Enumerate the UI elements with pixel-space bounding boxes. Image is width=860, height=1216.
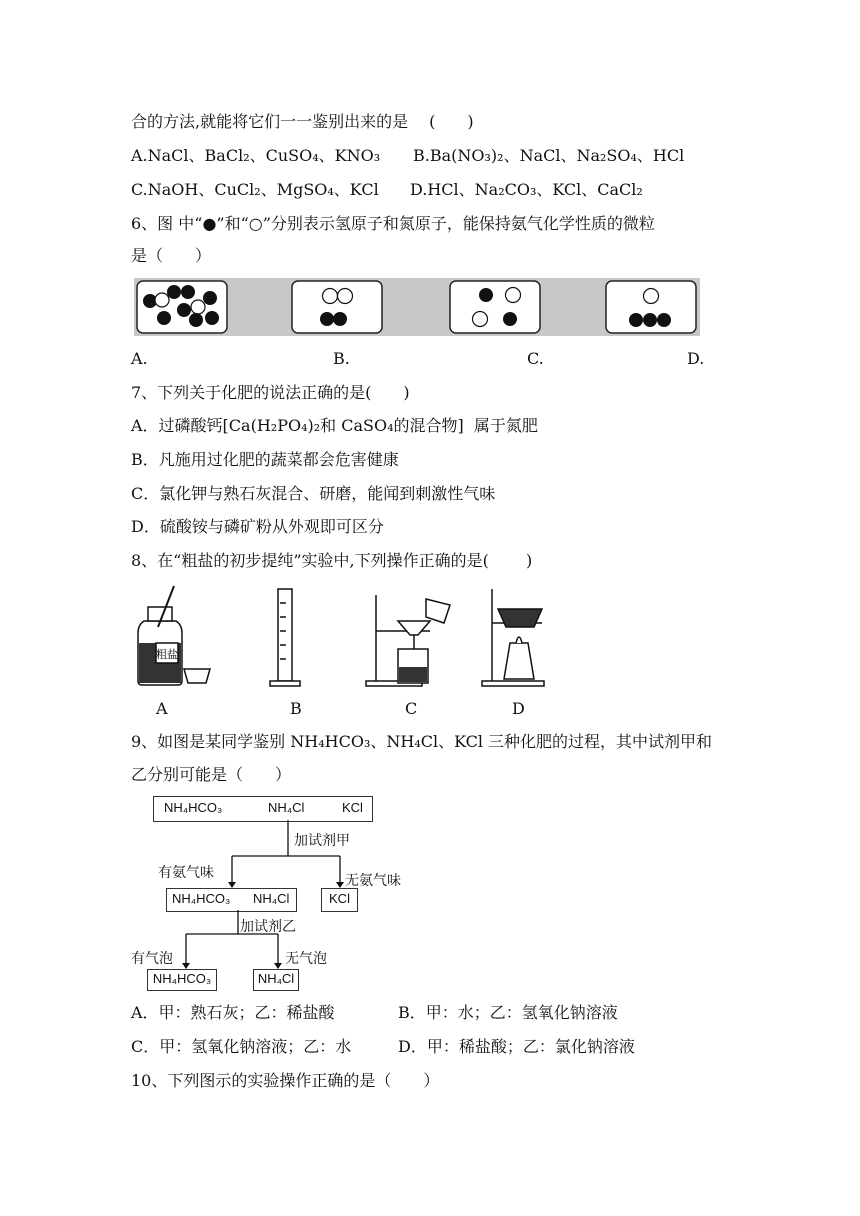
q5-tail: 合的方法,就能将它们一一鉴别出来的是 ( ) (131, 112, 474, 131)
evaporating-dish-icon (184, 669, 210, 683)
flow-bottom-box-2: NH₄Cl (253, 969, 299, 991)
flow-left-label-1: 有氨气味 (158, 865, 214, 881)
evaporation-apparatus-icon (482, 589, 544, 686)
q6-label-c: C. (527, 349, 544, 368)
q6-stem-line2: 是（ ） (131, 246, 212, 265)
flow-left-label-2: 有气泡 (131, 951, 173, 967)
jar-label: 粗盐 (156, 648, 178, 661)
q5-option-b: B.Ba(NO₃)₂、NaCl、Na₂SO₄、HCl (413, 146, 685, 165)
molecule-box-c (450, 281, 540, 333)
flow-mid-item-1: NH₄HCO₃ (172, 891, 231, 906)
q6-molecule-figure (134, 278, 700, 336)
q7-option-c: C．氯化钾与熟石灰混合、研磨，能闻到刺激性气味 (131, 484, 496, 503)
q9-option-b: B．甲：水；乙：氢氧化钠溶液 (398, 1003, 618, 1022)
flow-top-item-2: NH₄Cl (268, 800, 305, 815)
flow-top-item-3: KCl (342, 800, 363, 815)
flow-reagent-1: 加试剂甲 (294, 833, 350, 849)
flow-mid-item-2: NH₄Cl (253, 891, 290, 906)
q6-stem-line1: 6、图 中“●”和“○”分别表示氢原子和氮原子，能保持氨气化学性质的微粒 (131, 214, 655, 233)
q5-option-d: D.HCl、Na₂CO₃、KCl、CaCl₂ (410, 180, 643, 199)
molecule-box-b (292, 281, 382, 333)
molecule-box-d (606, 281, 696, 333)
q8-label-d: D (512, 699, 525, 718)
q5-option-c: C.NaOH、CuCl₂、MgSO₄、KCl (131, 180, 379, 199)
q5-option-a: A.NaCl、BaCl₂、CuSO₄、KNO₃ (131, 146, 381, 165)
q7-option-d: D．硫酸铵与磷矿粉从外观即可区分 (131, 517, 384, 536)
q7-option-a: A．过磷酸钙[Ca(H₂PO₄)₂和 CaSO₄的混合物] 属于氮肥 (131, 416, 538, 435)
graduated-cylinder-icon (270, 589, 300, 686)
flow-kcl-box: KCl (321, 888, 358, 912)
q8-label-c: C (405, 699, 418, 718)
q9-option-a: A．甲：熟石灰；乙：稀盐酸 (131, 1003, 335, 1022)
molecule-box-a (137, 281, 227, 333)
q9-option-d: D．甲：稀盐酸；乙：氯化钠溶液 (398, 1037, 635, 1056)
flow-right-label-2: 无气泡 (285, 951, 327, 967)
q9-stem-line2: 乙分别可能是（ ） (131, 765, 292, 784)
q9-stem-line1: 9、如图是某同学鉴别 NH₄HCO₃、NH₄Cl、KCl 三种化肥的过程，其中试剂甲和 (131, 732, 713, 751)
q6-label-d: D. (687, 349, 705, 368)
flow-connectors (140, 820, 380, 970)
q7-option-b: B．凡施用过化肥的蔬菜都会危害健康 (131, 450, 399, 469)
flow-right-label-1: 无氨气味 (345, 873, 401, 889)
q9-option-c: C．甲：氢氧化钠溶液；乙：水 (131, 1037, 352, 1056)
q6-label-a: A. (131, 349, 148, 368)
q8-apparatus-figure (130, 583, 550, 689)
q7-stem: 7、下列关于化肥的说法正确的是( ) (131, 383, 410, 402)
flow-top-item-1: NH₄HCO₃ (164, 800, 223, 815)
flow-reagent-2: 加试剂乙 (240, 919, 296, 935)
flow-bottom-box-1: NH₄HCO₃ (147, 969, 217, 991)
salt-jar-icon (138, 586, 182, 685)
flow-top-box (153, 796, 373, 822)
filtration-apparatus-icon (366, 595, 450, 686)
q8-label-a: A (156, 699, 168, 718)
q6-label-b: B. (333, 349, 350, 368)
q8-label-b: B (290, 699, 302, 718)
q10-stem: 10、下列图示的实验操作正确的是（ ） (131, 1071, 440, 1090)
q8-stem: 8、在“粗盐的初步提纯”实验中,下列操作正确的是( ) (131, 551, 533, 570)
